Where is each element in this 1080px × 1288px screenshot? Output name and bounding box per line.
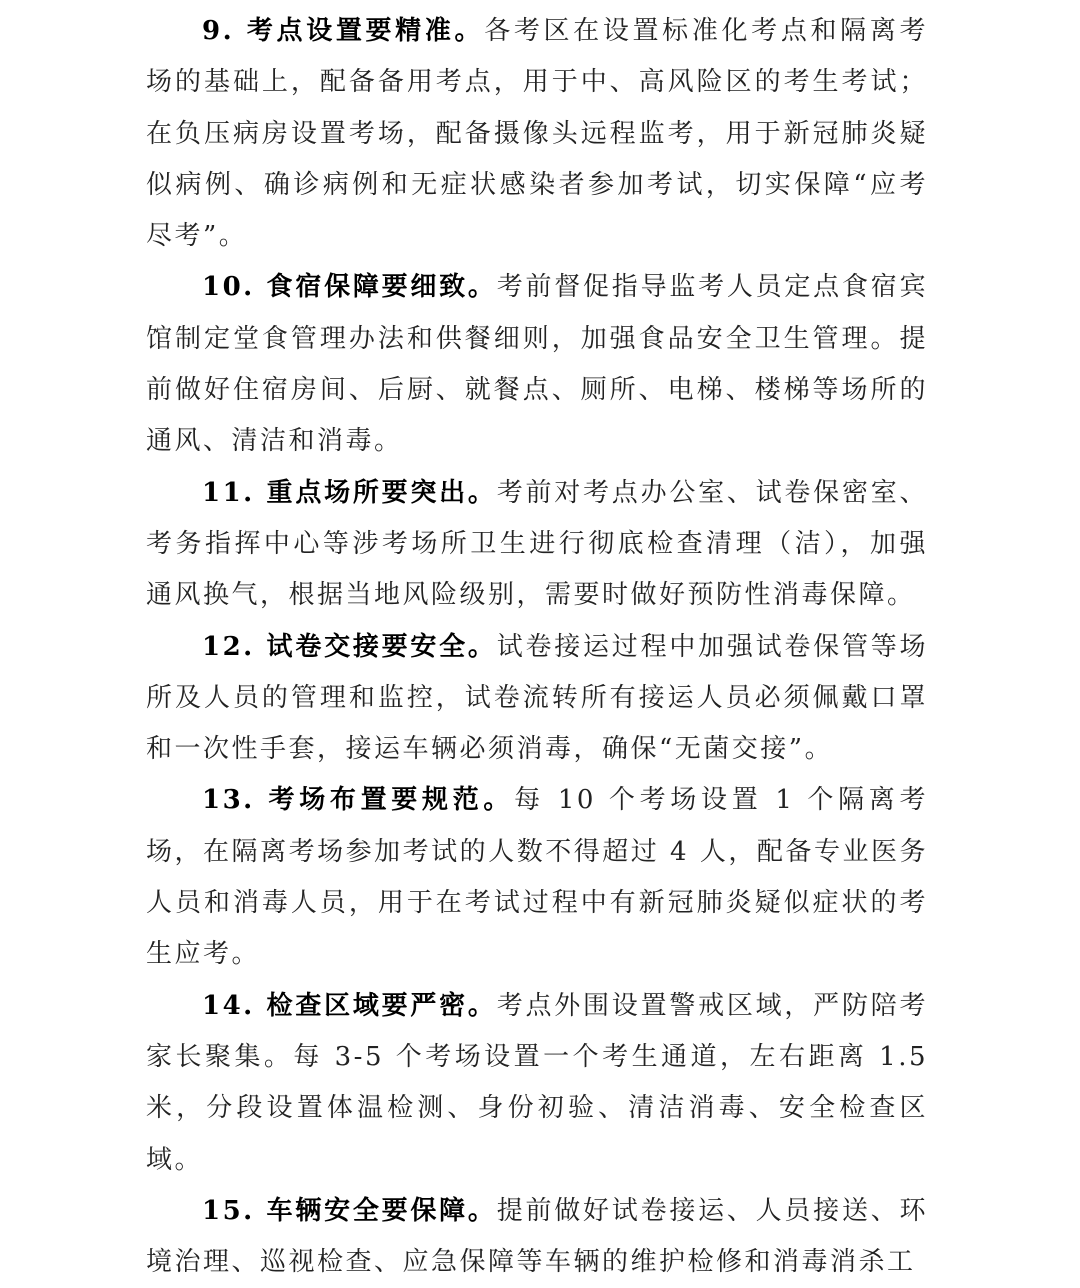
item-text: 考前对考点办公室、试卷保密室、考务指挥中心等涉考场所卫生进行彻底检查清理（洁），加强通风换气，根据当地风险级别，需要时做好预防性消毒保障。 (146, 477, 928, 611)
item-heading: 13. 考场布置要规范。 (202, 785, 515, 816)
item-text: 每 10 个考场设置 1 个隔离考场，在隔离考场参加考试的人数不得超过 4 人，配备专业医务人员和消毒人员，用于在考试过程中有新冠肺炎疑似症状的考生应考。 (146, 785, 928, 970)
item-heading: 15. 车辆安全要保障。 (202, 1195, 497, 1226)
document-page (146, 6, 928, 1288)
paragraph-item-9 (146, 6, 928, 262)
item-text: 考点外围设置警戒区域，严防陪考家长聚集。每 3-5 个考场设置一个考生通道，左右距离 1.5 米，分段设置体温检测、身份初验、清洁消毒、安全检查区域。 (146, 990, 928, 1175)
paragraph-item-12 (146, 622, 928, 776)
item-text: 各考区在设置标准化考点和隔离考场的基础上，配备备用考点，用于中、高风险区的考生考试；在负压病房设置考场，配备摄像头远程监考，用于新冠肺炎疑似病例、确诊病例和无症状感染者参加考试，切实保障“应考尽考”。 (146, 16, 928, 252)
paragraph-item-13 (146, 775, 928, 980)
paragraph-item-15 (146, 1186, 928, 1288)
item-text: 提前做好试卷接运、人员接送、环境治理、巡视检查、应急保障等车辆的维护检修和消毒消杀工 (146, 1195, 928, 1278)
item-text: 试卷接运过程中加强试卷保管等场所及人员的管理和监控，试卷流转所有接运人员必须佩戴口罩和一次性手套，接运车辆必须消毒，确保“无菌交接”。 (146, 631, 928, 765)
paragraph-item-11 (146, 468, 928, 622)
item-text: 考前督促指导监考人员定点食宿宾馆制定堂食管理办法和供餐细则，加强食品安全卫生管理。提前做好住宿房间、后厨、就餐点、厕所、电梯、楼梯等场所的通风、清洁和消毒。 (146, 272, 928, 457)
paragraph-item-14 (146, 981, 928, 1186)
item-heading: 14. 检查区域要严密。 (202, 990, 497, 1021)
item-heading: 9. 考点设置要精准。 (202, 16, 485, 46)
item-heading: 10. 食宿保障要细致。 (202, 272, 497, 303)
paragraph-item-10 (146, 262, 928, 467)
item-heading: 11. 重点场所要突出。 (202, 477, 497, 508)
item-heading: 12. 试卷交接要安全。 (202, 631, 497, 662)
